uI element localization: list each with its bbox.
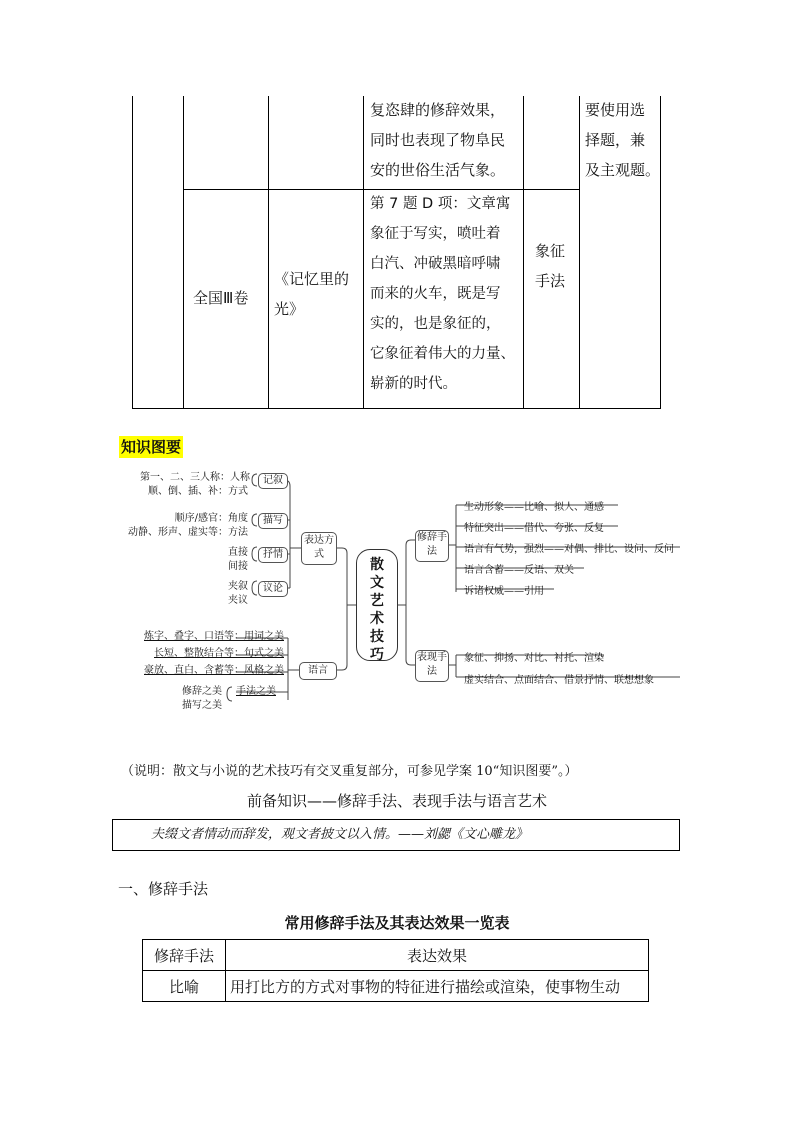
map-item: 长短、整散结合等：句式之美 (154, 648, 284, 659)
text-line: 安的世俗生活气象。 (370, 161, 506, 179)
map-item: 间接 (228, 561, 248, 572)
node-xiuci: 修辞手法 (415, 530, 449, 562)
row2-exam: 全国Ⅲ卷 (193, 289, 249, 307)
section-subtitle: 前备知识——修辞手法、表现手法与语言艺术 (246, 792, 547, 810)
yuyan-items (118, 628, 284, 679)
text-line: 复恣肆的修辞效果， (370, 101, 506, 119)
text-line: 要使用选 (585, 101, 646, 119)
map-item: 夹叙 (228, 581, 248, 592)
node-jixu: 记叙 (258, 473, 288, 489)
shuqing-items (210, 546, 248, 574)
jixu-items (140, 471, 248, 499)
table-header-row (143, 940, 649, 971)
map-item: 炼字、叠字、口语等：用词之美 (144, 631, 284, 642)
section-heading: 一、修辞手法 (118, 880, 209, 898)
map-item: 第一、二、三人称：人称 (140, 472, 250, 483)
text-line: 择题，兼 (585, 131, 646, 149)
text-line: 它象征着伟大的力量、 (370, 346, 515, 362)
text-line: 光》 (274, 300, 305, 318)
text-line: 崭新的时代。 (370, 376, 457, 392)
table-header: 修辞手法 (143, 940, 226, 971)
yilun-items (210, 580, 248, 608)
map-item: 动静、形声、虚实等：方法 (128, 527, 248, 538)
note-text: （说明：散文与小说的艺术技巧有交叉重复部分，可参见学案 10“知识图要”。） (121, 764, 578, 779)
table-title: 常用修辞手法及其表达效果一览表 (284, 914, 510, 932)
biaoxian-items (464, 648, 654, 692)
node-shuqing: 抒情 (258, 547, 288, 563)
text-line: 实的，也是象征的， (370, 316, 501, 332)
map-item: 语言含蓄——反语、双关 (464, 565, 574, 576)
table-row (143, 971, 649, 1002)
text-line: 象征于写实，喷吐着 (370, 226, 501, 242)
center-char: 文 (370, 575, 384, 591)
map-item: 生动形象——比喻、拟人、通感 (464, 502, 604, 513)
map-item: 象征、抑扬、对比、衬托、渲染 (464, 653, 604, 664)
quote-box: 夫缀文者情动而辞发，观文者披文以入情。——刘勰《文心雕龙》 (112, 819, 680, 851)
map-item: 语言有气势，强烈——对偶、排比、设问、反问 (464, 544, 674, 555)
text-line: 《记忆里的 (274, 270, 350, 288)
node-yilun: 议论 (258, 581, 288, 597)
map-item: 诉诸权威——引用 (464, 586, 544, 597)
miaoxie-items (118, 512, 248, 540)
center-char: 艺 (370, 593, 384, 609)
map-item: 顺序/感官：角度 (174, 513, 248, 524)
center-char: 散 (370, 557, 384, 573)
xiuci-items (464, 497, 674, 602)
table-cell: 用打比方的方式对事物的特征进行描绘或渲染，使事物生动 (226, 971, 649, 1002)
text-line: 而来的火车，既是写 (370, 286, 501, 302)
shoufa-mei: 手法之美 (236, 686, 276, 697)
text-line: 手法 (535, 272, 566, 290)
center-char: 巧 (370, 647, 384, 663)
text-line: 及主观题。 (585, 161, 661, 179)
map-item: 豪放、直白、含蓄等：风格之美 (144, 665, 284, 676)
rhetoric-table (142, 939, 649, 1002)
table-header: 表达效果 (226, 940, 649, 971)
node-yuyan: 语言 (299, 662, 337, 680)
node-miaoxie: 描写 (258, 513, 288, 529)
map-item: 夹议 (228, 595, 248, 606)
map-item: 特征突出——借代、夸张、反复 (464, 523, 604, 534)
center-char: 术 (370, 611, 384, 627)
shoufa-items (170, 685, 222, 713)
map-item: 直接 (228, 547, 248, 558)
text-line: 第 7 题 D 项：文章寓 (370, 196, 511, 212)
text-line: 同时也表现了物阜民 (370, 131, 506, 149)
node-biaoda: 表达方式 (301, 532, 337, 565)
map-item: 描写之美 (182, 700, 222, 711)
mind-map-center (356, 549, 398, 661)
knowledge-map-heading: 知识图要 (121, 438, 182, 456)
table-cell: 比喻 (143, 971, 226, 1002)
node-biaoxian: 表现手法 (415, 650, 449, 682)
map-item: 虚实结合、点面结合、借景抒情、联想想象 (464, 675, 654, 686)
text-line: 白汽、冲破黑暗呼啸 (370, 256, 501, 272)
center-char: 技 (370, 629, 384, 645)
map-item: 修辞之美 (182, 686, 222, 697)
text-line: 象征 (535, 242, 566, 260)
map-item: 顺、倒、插、补：方式 (148, 486, 248, 497)
